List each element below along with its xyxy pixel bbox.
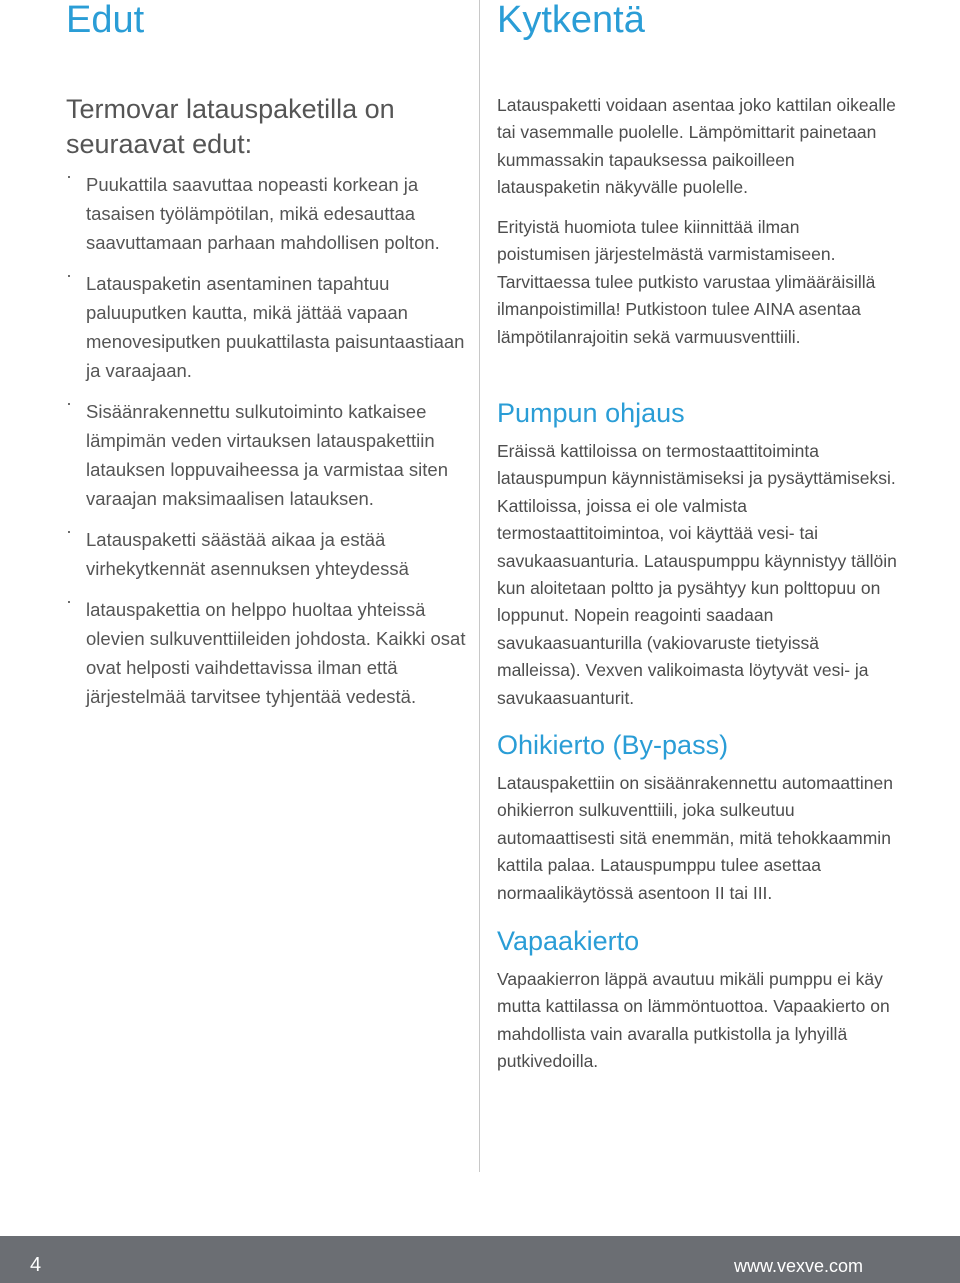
list-item: · latauspakettia on helppo huoltaa yhteissä olevien sulkuventtiileiden johdosta. Kaikki osat ovat helposti vaihdettavissa ilman että järjestelmää tarvitsee tyhjentää vedestä. [66, 595, 466, 711]
website-link[interactable]: www.vexve.com [733, 1256, 863, 1276]
heading-free-circulation: Vapaakierto [497, 926, 640, 956]
list-item: · Puukattila saavuttaa nopeasti korkean ja tasaisen työlämpötilan, mikä edesauttaa saavuttamaan parhaan mahdollisen polton. [66, 170, 466, 257]
connection-paragraph-2: Erityistä huomiota tulee kiinnittää ilman poistumisen järjestelmästä varmistamiseen. Tarvittaessa tulee putkisto varustaa ylimääräisillä ilmanpoistimilla! Putkistoon tulee AINA asentaa lämpötilanrajoitin sekä varmuusventtiili. [497, 217, 876, 347]
list-item: · Sisäänrakennettu sulkutoiminto katkaisee lämpimän veden virtauksen latauspakettiin latauksen loppuvaiheessa ja varmistaa siten varaajan maksimaalisen latauksen. [66, 397, 466, 513]
heading-edut: Edut [66, 0, 145, 41]
column-divider [479, 0, 480, 1172]
bullet-icon: · [66, 265, 72, 285]
list-item: · Latauspaketin asentaminen tapahtuu paluuputken kautta, mikä jättää vapaan menovesiputken puukattilasta paisuntaastiaan ja varaajaan. [66, 269, 466, 385]
bypass-text: Latauspakettiin on sisäänrakennettu automaattinen ohikierron sulkuventtiili, joka sulkeutuu automaattisesti sitä enemmän, mitä tehokkaammin kattila palaa. Latauspumppu tulee asettaa normaalikäytössä asentoon II tai III. [497, 773, 893, 903]
page-number: 4 [30, 1254, 42, 1276]
intro-text: Termovar latauspaketilla on seuraavat edut: [66, 94, 395, 159]
heading-bypass: Ohikierto (By-pass) [497, 730, 729, 760]
connection-paragraph-1: Latauspaketti voidaan asentaa joko kattilan oikealle tai vasemmalle puolelle. Lämpömittarit painetaan kummassakin tapauksessa paikoilleen latauspaketin näkyvälle puolelle. [497, 95, 896, 198]
bullet-icon: · [66, 166, 72, 186]
footer-bar [0, 1236, 960, 1283]
free-circulation-text: Vapaakierron läppä avautuu mikäli pumppu ei käy mutta kattilassa on lämmöntuottoa. Vapaakierto on mahdollista vain avaralla putkistolla ja lyhyillä putkivedoilla. [497, 969, 890, 1072]
bullet-icon: · [66, 521, 72, 541]
heading-kytkenta: Kytkentä [497, 0, 645, 41]
benefits-list [66, 166, 466, 723]
bullet-icon: · [66, 591, 72, 611]
bullet-icon: · [66, 393, 72, 413]
pump-control-text: Eräissä kattiloissa on termostaattitoiminta latauspumpun käynnistämiseksi ja pysäyttämiseksi. Kattiloissa, joissa ei ole valmista termostaattitoimintoa, voi käyttää vesi- tai savukaasuanturia. Latauspumppu käynnistyy tällöin kun aloitetaan poltto ja pysähtyy kun polttopuu on loppunut. Nopein reagointi saadaan savukaasuanturilla (vakiovaruste tietyissä malleissa). Vexven valikoimasta löytyvät vesi- ja savukaasuanturit. [497, 441, 897, 708]
heading-pump-control: Pumpun ohjaus [497, 398, 685, 428]
list-item: · Latauspaketti säästää aikaa ja estää virhekytkennät asennuksen yhteydessä [66, 525, 466, 583]
